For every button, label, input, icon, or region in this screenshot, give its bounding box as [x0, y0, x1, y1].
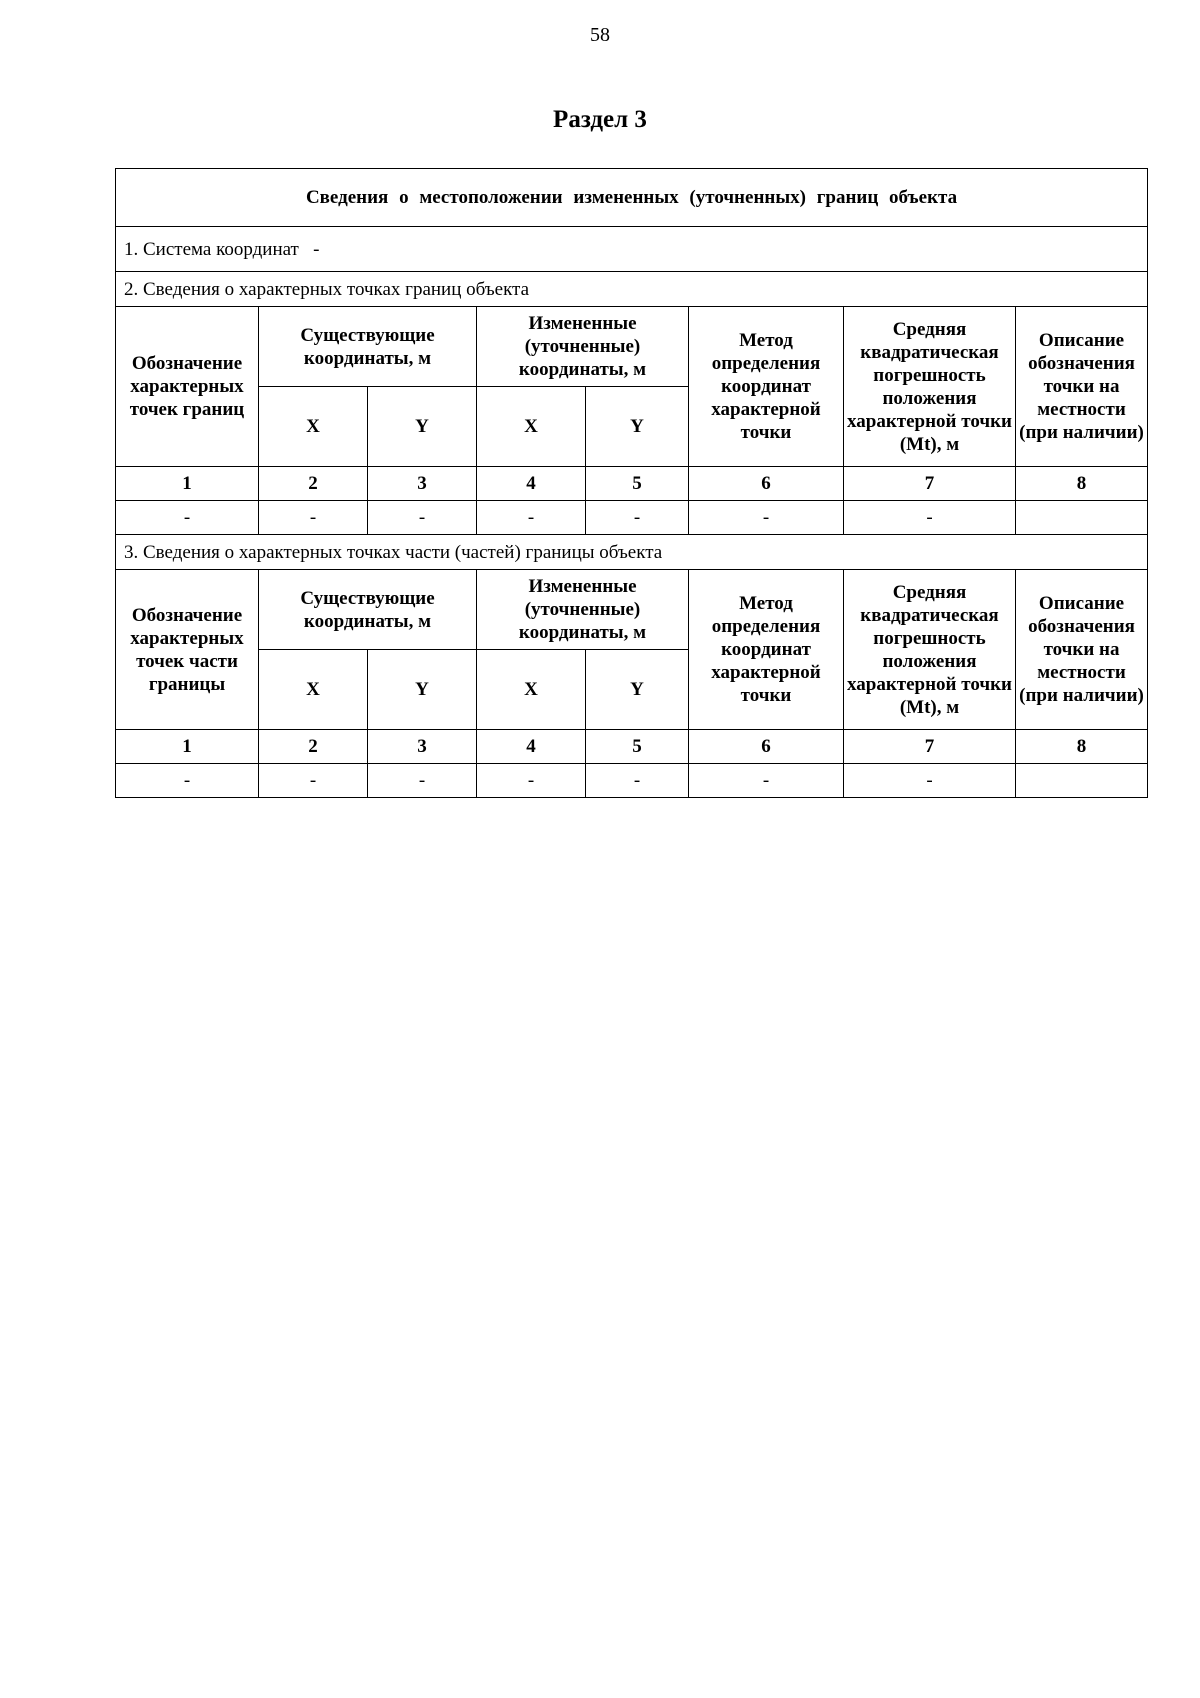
table-cell: -	[259, 501, 368, 535]
part2-header-existing-y: Y	[368, 387, 477, 467]
part2-col-number: 1	[116, 467, 259, 501]
table-cell	[1016, 501, 1148, 535]
part3-header-description: Описание обозначения точки на местности (при наличии)	[1016, 570, 1148, 730]
part2-header-changed-coords: Измененные (уточненные) координаты, м	[477, 307, 689, 387]
part3-header-point-designation: Обозначение характерных точек части границы	[116, 570, 259, 730]
coordinate-system-value: -	[313, 238, 320, 260]
part3-header-method: Метод определения координат характерной точки	[689, 570, 844, 730]
part2-col-number: 6	[689, 467, 844, 501]
part2-heading-row	[116, 272, 1148, 307]
page-number: 58	[590, 24, 610, 46]
part2-col-number: 2	[259, 467, 368, 501]
part3-heading: 3. Сведения о характерных точках части (частей) границы объекта	[116, 535, 1148, 570]
table-title-row	[116, 169, 1148, 227]
part3-col-number: 5	[586, 730, 689, 764]
part3-header-existing-coords: Существующие координаты, м	[259, 570, 477, 650]
part3-heading-row	[116, 535, 1148, 570]
table-cell: -	[586, 501, 689, 535]
table-cell: -	[689, 501, 844, 535]
part3-header-changed-coords: Измененные (уточненные) координаты, м	[477, 570, 689, 650]
part3-col-number: 8	[1016, 730, 1148, 764]
part2-col-number: 3	[368, 467, 477, 501]
boundary-table	[115, 168, 1148, 798]
part2-header-changed-y: Y	[586, 387, 689, 467]
coordinate-system-label: 1. Система координат	[124, 238, 299, 260]
part3-col-number: 2	[259, 730, 368, 764]
table-cell: -	[586, 764, 689, 798]
part3-header-changed-y: Y	[586, 650, 689, 730]
part3-header-existing-y: Y	[368, 650, 477, 730]
part2-header-description: Описание обозначения точки на местности (при наличии)	[1016, 307, 1148, 467]
table-cell: -	[259, 764, 368, 798]
part2-header-row-1	[116, 307, 1148, 387]
part2-col-number: 7	[844, 467, 1016, 501]
table-cell: -	[844, 501, 1016, 535]
part3-header-existing-x: X	[259, 650, 368, 730]
part3-col-number: 4	[477, 730, 586, 764]
part3-header-row-1	[116, 570, 1148, 650]
table-cell: -	[368, 764, 477, 798]
part3-header-changed-x: X	[477, 650, 586, 730]
table-title: Сведения о местоположении измененных (уточненных) границ объекта	[116, 169, 1148, 227]
part3-col-number: 1	[116, 730, 259, 764]
part2-header-method: Метод определения координат характерной точки	[689, 307, 844, 467]
part3-header-mean-error: Средняя квадратическая погрешность положения характерной точки (Mt), м	[844, 570, 1016, 730]
part2-heading: 2. Сведения о характерных точках границ объекта	[116, 272, 1148, 307]
part2-col-number: 4	[477, 467, 586, 501]
part2-col-number: 8	[1016, 467, 1148, 501]
part2-header-changed-x: X	[477, 387, 586, 467]
table-row	[116, 501, 1148, 535]
table-cell: -	[477, 764, 586, 798]
part3-col-number: 7	[844, 730, 1016, 764]
part3-col-number: 3	[368, 730, 477, 764]
coordinate-system	[116, 227, 1148, 272]
section-title: Раздел 3	[553, 106, 647, 133]
table-cell: -	[477, 501, 586, 535]
part2-header-existing-coords: Существующие координаты, м	[259, 307, 477, 387]
table-cell	[1016, 764, 1148, 798]
table-cell: -	[116, 764, 259, 798]
table-row	[116, 764, 1148, 798]
table-cell: -	[368, 501, 477, 535]
part2-header-existing-x: X	[259, 387, 368, 467]
part3-column-numbers-row	[116, 730, 1148, 764]
part2-column-numbers-row	[116, 467, 1148, 501]
table-cell: -	[844, 764, 1016, 798]
part2-header-point-designation: Обозначение характерных точек границ	[116, 307, 259, 467]
table-cell: -	[116, 501, 259, 535]
table-cell: -	[689, 764, 844, 798]
part2-col-number: 5	[586, 467, 689, 501]
part2-header-mean-error: Средняя квадратическая погрешность положения характерной точки (Mt), м	[844, 307, 1016, 467]
part3-col-number: 6	[689, 730, 844, 764]
coordinate-system-row	[116, 227, 1148, 272]
